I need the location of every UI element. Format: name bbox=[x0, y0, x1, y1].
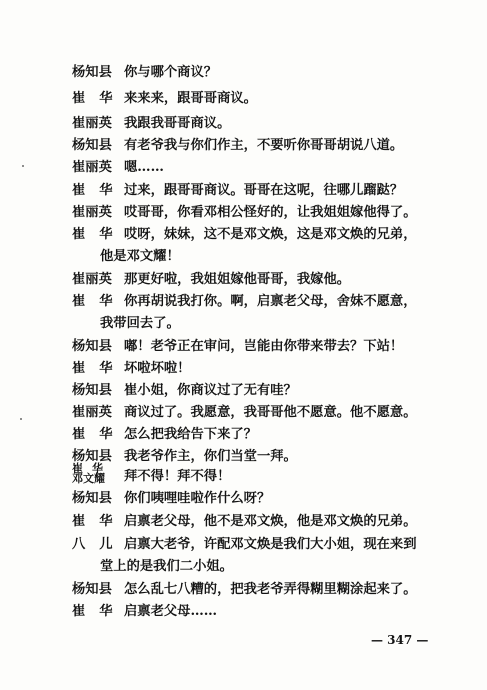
dialogue-line bbox=[72, 62, 442, 84]
speaker-name: 崔华 bbox=[72, 514, 127, 529]
dialogue-text: 坏啦坏啦！ bbox=[124, 361, 191, 376]
dialogue-line bbox=[72, 511, 442, 533]
speaker-name: 杨知县 bbox=[72, 138, 112, 153]
dialogue-line bbox=[72, 579, 442, 601]
dialogue-text: 启禀老父母，他不是邓文焕，他是邓文焕的兄弟。 bbox=[124, 514, 417, 529]
dialogue-continuation: 我带回去了。 bbox=[100, 316, 180, 331]
dialogue-text: 哎哥哥，你看邓相公怪好的，让我姐姐嫁他得了。 bbox=[124, 205, 417, 220]
dialogue-line bbox=[72, 269, 442, 291]
dialogue-continuation: 他是邓文耀！ bbox=[100, 249, 180, 264]
dialogue-text: 怎么乱七八糟的，把我老爷弄得糊里糊涂起来了。 bbox=[124, 582, 417, 597]
scan-speck bbox=[20, 418, 22, 420]
speaker-name: 杨知县 bbox=[72, 491, 112, 506]
dialogue-line bbox=[72, 601, 442, 623]
dialogue-line bbox=[72, 224, 442, 246]
dialogue-line bbox=[72, 358, 442, 380]
dialogue-text: 你再胡说我打你。啊，启禀老父母，舍妹不愿意， bbox=[124, 294, 417, 309]
speaker-name: 邓文耀 bbox=[72, 472, 105, 485]
speaker-name: 崔华 bbox=[72, 361, 127, 376]
dialogue-text: 来来来，跟哥哥商议。 bbox=[124, 91, 257, 106]
dialogue-text: 启禀大老爷，许配邓文焕是我们大小姐，现在来到 bbox=[124, 537, 417, 552]
speaker-name: 崔华 bbox=[72, 294, 127, 309]
dialogue-text: 嗯…… bbox=[124, 160, 164, 175]
speaker-name: 崔华 bbox=[72, 604, 127, 619]
dialogue-text: 有老爷我与你们作主，不要听你哥哥胡说八道。 bbox=[124, 138, 404, 153]
dialogue-text: 崔小姐，你商议过了无有哇？ bbox=[124, 383, 297, 398]
dialogue-line bbox=[72, 291, 442, 313]
dialogue-text: 启禀老父母…… bbox=[124, 604, 218, 619]
speaker-name: 崔华 bbox=[72, 227, 127, 242]
dialogue-text: 拜不得！拜不得！ bbox=[124, 469, 231, 484]
dialogue-continuation: 堂上的是我们二小姐。 bbox=[100, 559, 233, 574]
speaker-name: 崔丽英 bbox=[72, 160, 112, 175]
speaker-name: 八儿 bbox=[72, 537, 127, 552]
speaker-name: 杨知县 bbox=[72, 582, 112, 597]
dialogue-text: 怎么把我给告下来了？ bbox=[124, 427, 257, 442]
speaker-name: 崔丽英 bbox=[72, 205, 112, 220]
dialogue-text: 过来，跟哥哥商议。哥哥在这呢，往哪儿蹓跶？ bbox=[124, 183, 404, 198]
dialogue-line bbox=[72, 424, 442, 446]
speaker-name: 崔华 bbox=[72, 427, 127, 442]
speaker-name: 杨知县 bbox=[72, 383, 112, 398]
dialogue-line bbox=[72, 88, 442, 110]
dialogue-text: 我跟我哥哥商议。 bbox=[124, 116, 231, 131]
speaker-name: 崔丽英 bbox=[72, 272, 112, 287]
dialogue-text: 嘟！老爷正在审问，岂能由你带来带去？下站！ bbox=[124, 339, 404, 354]
speaker-name: 崔丽英 bbox=[72, 116, 112, 131]
speaker-name: 崔华 bbox=[72, 462, 112, 475]
dialogue-text: 我老爷作主，你们当堂一拜。 bbox=[124, 449, 297, 464]
dialogue-line bbox=[72, 534, 442, 556]
dialogue-text: 商议过了。我愿意，我哥哥他不愿意。他不愿意。 bbox=[124, 405, 417, 420]
dialogue-text: 你与哪个商议？ bbox=[124, 65, 218, 80]
dialogue-line bbox=[72, 380, 442, 402]
scan-speck bbox=[22, 165, 24, 167]
speaker-name: 杨知县 bbox=[72, 65, 112, 80]
dialogue-line bbox=[72, 180, 442, 202]
dialogue-line bbox=[72, 157, 442, 179]
dialogue-line bbox=[72, 135, 442, 157]
dialogue-text: 那更好啦，我姐姐嫁他哥哥，我嫁他。 bbox=[124, 272, 351, 287]
dialogue-line bbox=[72, 113, 442, 135]
dialogue-line bbox=[72, 462, 442, 488]
speaker-name: 杨知县 bbox=[72, 339, 112, 354]
speaker-name: 崔华 bbox=[72, 183, 127, 198]
speaker-name: 杨知县 bbox=[72, 449, 112, 464]
dialogue-line bbox=[72, 336, 442, 358]
dialogue-line bbox=[72, 488, 442, 510]
dialogue-line bbox=[72, 202, 442, 224]
dialogue-line bbox=[72, 446, 442, 468]
page-number: — 347 — bbox=[371, 633, 429, 647]
dialogue-text: 哎呀，妹妹，这不是邓文焕，这是邓文焕的兄弟， bbox=[124, 227, 417, 242]
dialogue-line bbox=[72, 402, 442, 424]
dialogue-text: 你们咦哩哇啦作什么呀？ bbox=[124, 491, 271, 506]
speaker-name: 崔华 bbox=[72, 91, 127, 106]
speaker-name: 崔丽英 bbox=[72, 405, 112, 420]
